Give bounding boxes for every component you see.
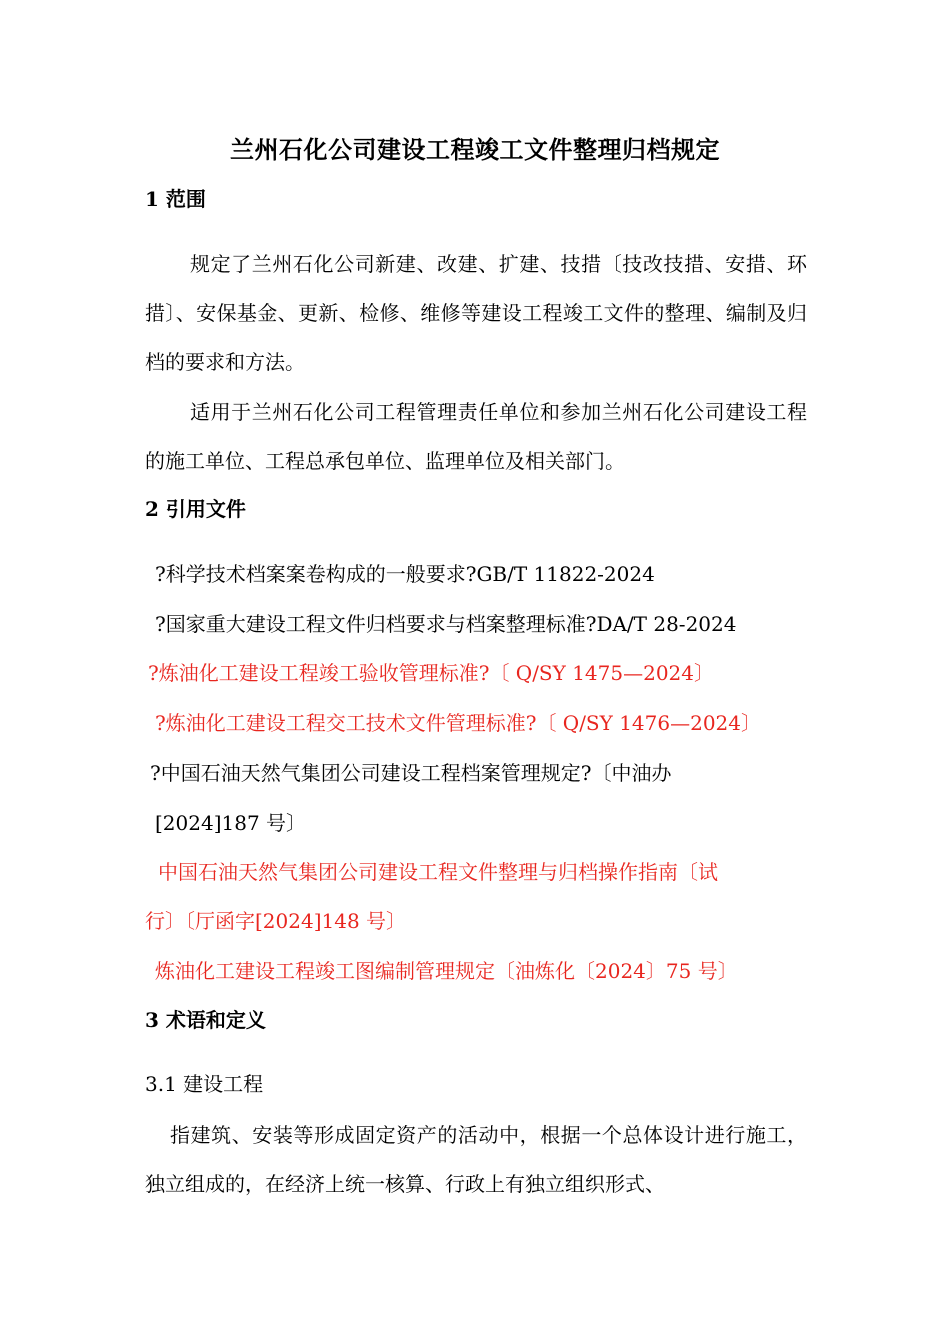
paragraph-scope-2: 适用于兰州石化公司工程管理责任单位和参加兰州石化公司建设工程的施工单位、工程总承包单位、监理单位及相关部门。: [145, 400, 807, 473]
section-heading-references: 2 引用文件: [145, 497, 246, 521]
reference-item: [2024]187 号〕: [155, 811, 307, 835]
section-heading-terms: 3 术语和定义: [145, 1008, 266, 1032]
subsection-heading-construction-project: 3.1 建设工程: [145, 1072, 264, 1096]
paragraph-scope-1: 规定了兰州石化公司新建、改建、扩建、技措〔技改技措、安措、环措〕、安保基金、更新、检修、维修等建设工程竣工文件的整理、编制及归档的要求和方法。: [145, 252, 807, 374]
reference-item: 行〕〔厅函字[2024]148 号〕: [145, 909, 407, 933]
reference-item: 中国石油天然气集团公司建设工程文件整理与归档操作指南〔试: [158, 860, 718, 884]
paragraph-construction-project: 指建筑、安装等形成固定资产的活动中，根据一个总体设计进行施工，独立组成的，在经济上统一核算、行政上有独立组织形式、: [145, 1123, 807, 1196]
reference-item: ?炼油化工建设工程竣工验收管理标准?〔 Q/SY 1475—2024〕: [148, 661, 714, 685]
reference-item: ?国家重大建设工程文件归档要求与档案整理标准?DA/T 28-2024: [155, 612, 737, 636]
reference-item: ?中国石油天然气集团公司建设工程档案管理规定?〔中油办: [150, 761, 672, 785]
reference-item: ?科学技术档案案卷构成的一般要求?GB/T 11822-2024: [155, 562, 655, 586]
section-heading-scope: 1 范围: [145, 187, 206, 211]
document-title: 兰州石化公司建设工程竣工文件整理归档规定: [230, 135, 720, 164]
reference-item: ?炼油化工建设工程交工技术文件管理标准?〔 Q/SY 1476—2024〕: [155, 711, 761, 735]
reference-item: 炼油化工建设工程竣工图编制管理规定〔油炼化〔2024〕75 号〕: [155, 959, 738, 983]
